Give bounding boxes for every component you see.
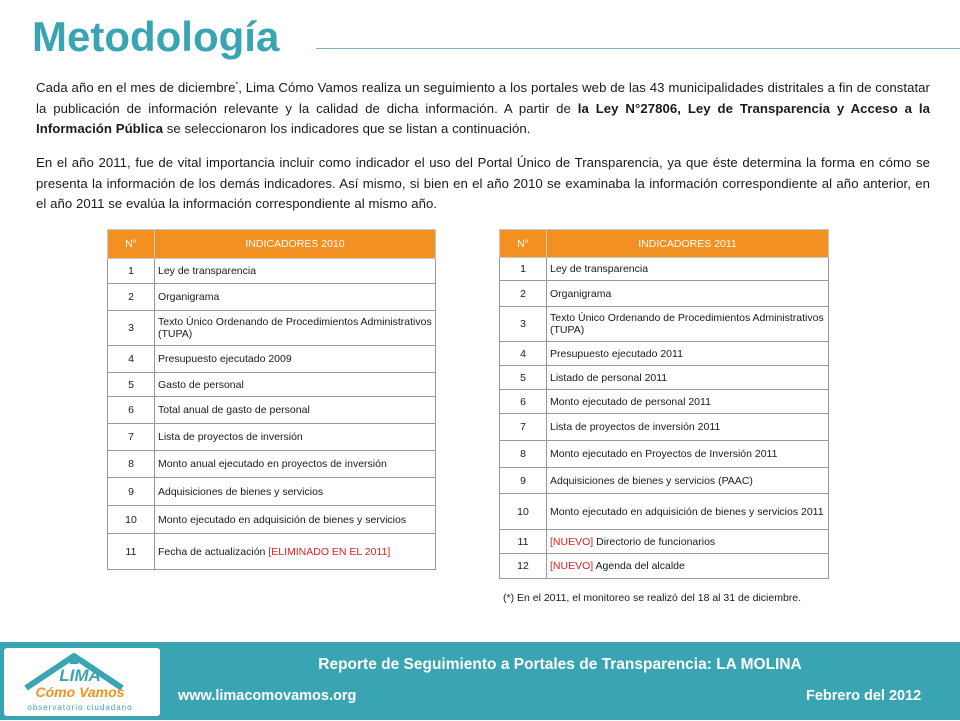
page-title: Metodología xyxy=(32,13,280,60)
table-row xyxy=(500,307,829,342)
table-row xyxy=(108,534,436,570)
indicators-2010-table xyxy=(107,229,436,570)
indicator-cell xyxy=(547,414,829,441)
row-number: 7 xyxy=(108,424,155,451)
intro-paragraph-2: En el año 2011, fue de vital importancia incluir como indicador el uso del Portal Único de Transparencia, ya que éste determina la forma en cómo se presenta la información de los demás indicadores. Así mismo, si bien en el año 2010 se examinaba la información correspondiente al año anterior, en el año 2011 se evalúa la información correspondiente al mismo año. xyxy=(36,155,930,211)
table-row xyxy=(500,258,829,281)
indicators-2011-table xyxy=(499,229,829,579)
indicator-name: Presupuesto ejecutado 2009 xyxy=(158,353,292,365)
row-number: 5 xyxy=(108,373,155,397)
indicator-cell xyxy=(155,506,436,534)
indicator-cell xyxy=(547,366,829,390)
indicator-name: Monto ejecutado en adquisición de bienes y servicios 2011 xyxy=(550,505,824,518)
table-header-row xyxy=(500,230,829,258)
indicator-cell xyxy=(547,554,829,579)
row-number: 2 xyxy=(108,284,155,311)
indicator-name: Lista de proyectos de inversión xyxy=(158,431,303,443)
row-number: 8 xyxy=(108,451,155,478)
column-header-indicators: INDICADORES 2010 xyxy=(155,230,436,259)
indicator-name: Monto ejecutado en adquisición de bienes y servicios xyxy=(158,513,407,526)
column-header-indicators: INDICADORES 2011 xyxy=(547,230,829,258)
indicator-cell xyxy=(155,478,436,506)
indicator-name: Gasto de personal xyxy=(158,378,244,391)
status-tag: [ELIMINADO EN EL 2011] xyxy=(268,545,391,558)
table-row xyxy=(500,342,829,366)
indicator-name: Directorio de funcionarios xyxy=(593,535,716,548)
indicator-name: Monto ejecutado de personal 2011 xyxy=(550,395,711,408)
table-row xyxy=(500,414,829,441)
table-row xyxy=(500,281,829,307)
table-row xyxy=(108,259,436,284)
law-reference: la Ley N°27806, Ley de Transparencia y Acceso a la Información Pública xyxy=(36,100,930,136)
table-row xyxy=(500,441,829,468)
row-number: 4 xyxy=(500,342,547,366)
report-date: Febrero del 2012 xyxy=(806,688,922,704)
indicator-name: Listado de personal 2011 xyxy=(550,371,668,384)
table-header-row xyxy=(108,230,436,259)
intro-text: , Lima Cómo Vamos realiza un seguimiento a los portales web de las 43 municipalidades distritales a fin de constatar la publicación de información relevante y la calidad de dicha información. A partir de xyxy=(36,80,930,116)
indicator-cell xyxy=(155,311,436,346)
indicator-name: Fecha de actualización xyxy=(158,545,269,558)
column-header-number: N° xyxy=(108,230,155,259)
website-link[interactable]: www.limacomovamos.org xyxy=(178,688,357,704)
indicator-cell xyxy=(547,307,829,342)
table-row xyxy=(500,366,829,390)
column-header-number: N° xyxy=(500,230,547,258)
logo-graphic xyxy=(4,648,160,716)
row-number: 4 xyxy=(108,346,155,373)
intro-text: Cada año en el mes de diciembre xyxy=(36,80,236,95)
row-number: 1 xyxy=(108,259,155,284)
indicator-cell xyxy=(547,258,829,281)
indicator-name: Organigrama xyxy=(158,291,220,303)
table-row xyxy=(108,478,436,506)
status-tag: [NUEVO] xyxy=(550,560,594,572)
indicator-name: Adquisiciones de bienes y servicios xyxy=(158,485,324,498)
indicator-name: Monto ejecutado en Proyectos de Inversión 2011 xyxy=(550,448,778,460)
indicator-name: Texto Único Ordenando de Procedimientos Administrativos (TUPA) xyxy=(158,316,432,340)
indicator-cell xyxy=(547,342,829,366)
table-row xyxy=(500,530,829,554)
row-number: 9 xyxy=(108,478,155,506)
indicator-cell xyxy=(155,373,436,397)
table-row xyxy=(108,506,436,534)
indicator-name: Organigrama xyxy=(550,287,612,300)
row-number: 6 xyxy=(108,397,155,424)
indicator-cell xyxy=(155,424,436,451)
indicator-name: Monto anual ejecutado en proyectos de inversión xyxy=(158,458,387,470)
title-divider xyxy=(316,48,960,49)
report-title: Reporte de Seguimiento a Portales de Transparencia: LA MOLINA xyxy=(318,656,802,673)
intro-text: se seleccionaron los indicadores que se listan a continuación. xyxy=(163,121,531,136)
indicator-cell xyxy=(155,259,436,284)
indicator-cell xyxy=(547,468,829,494)
indicator-name: Lista de proyectos de inversión 2011 xyxy=(550,421,721,433)
status-tag: [NUEVO] xyxy=(550,535,594,548)
table-row xyxy=(108,311,436,346)
row-number: 12 xyxy=(500,554,547,579)
indicator-cell xyxy=(547,530,829,554)
row-number: 8 xyxy=(500,441,547,468)
indicator-cell xyxy=(547,494,829,530)
row-number: 10 xyxy=(500,494,547,530)
table-row xyxy=(500,468,829,494)
row-number: 6 xyxy=(500,390,547,414)
logo-text-bottom: observatorio ciudadano xyxy=(27,703,133,712)
row-number: 7 xyxy=(500,414,547,441)
indicator-name: Adquisiciones de bienes y servicios (PAAC) xyxy=(550,474,753,487)
indicator-name: Total anual de gasto de personal xyxy=(158,404,310,416)
logo-text-mid: Cómo Vamos xyxy=(35,684,125,700)
indicator-name: Agenda del alcalde xyxy=(593,560,685,572)
indicator-cell xyxy=(155,397,436,424)
indicator-cell xyxy=(155,284,436,311)
row-number: 3 xyxy=(108,311,155,346)
row-number: 10 xyxy=(108,506,155,534)
indicator-cell xyxy=(155,346,436,373)
row-number: 9 xyxy=(500,468,547,494)
table-row xyxy=(500,494,829,530)
row-number: 2 xyxy=(500,281,547,307)
indicator-name: Ley de transparencia xyxy=(550,263,649,275)
row-number: 11 xyxy=(500,530,547,554)
footnote-marker: * xyxy=(235,81,239,89)
table-row xyxy=(108,451,436,478)
indicator-cell xyxy=(547,390,829,414)
row-number: 1 xyxy=(500,258,547,281)
table-row xyxy=(500,554,829,579)
table-row xyxy=(500,390,829,414)
footnote: (*) En el 2011, el monitoreo se realizó del 18 al 31 de diciembre. xyxy=(503,592,802,604)
row-number: 5 xyxy=(500,366,547,390)
table-row xyxy=(108,424,436,451)
indicator-cell xyxy=(547,441,829,468)
table-row xyxy=(108,284,436,311)
table-row xyxy=(108,373,436,397)
indicator-cell xyxy=(155,534,436,570)
row-number: 11 xyxy=(108,534,155,570)
table-row xyxy=(108,346,436,373)
row-number: 3 xyxy=(500,307,547,342)
table-row xyxy=(108,397,436,424)
indicator-cell xyxy=(155,451,436,478)
indicator-name: Presupuesto ejecutado 2011 xyxy=(550,347,683,360)
indicator-name: Texto Único Ordenando de Procedimientos Administrativos (TUPA) xyxy=(550,312,824,336)
lima-como-vamos-logo[interactable] xyxy=(4,648,160,716)
logo-text-top: LIMA xyxy=(59,666,101,685)
indicator-name: Ley de transparencia xyxy=(158,265,257,277)
intro-paragraph-1 xyxy=(36,78,930,140)
indicator-cell xyxy=(547,281,829,307)
